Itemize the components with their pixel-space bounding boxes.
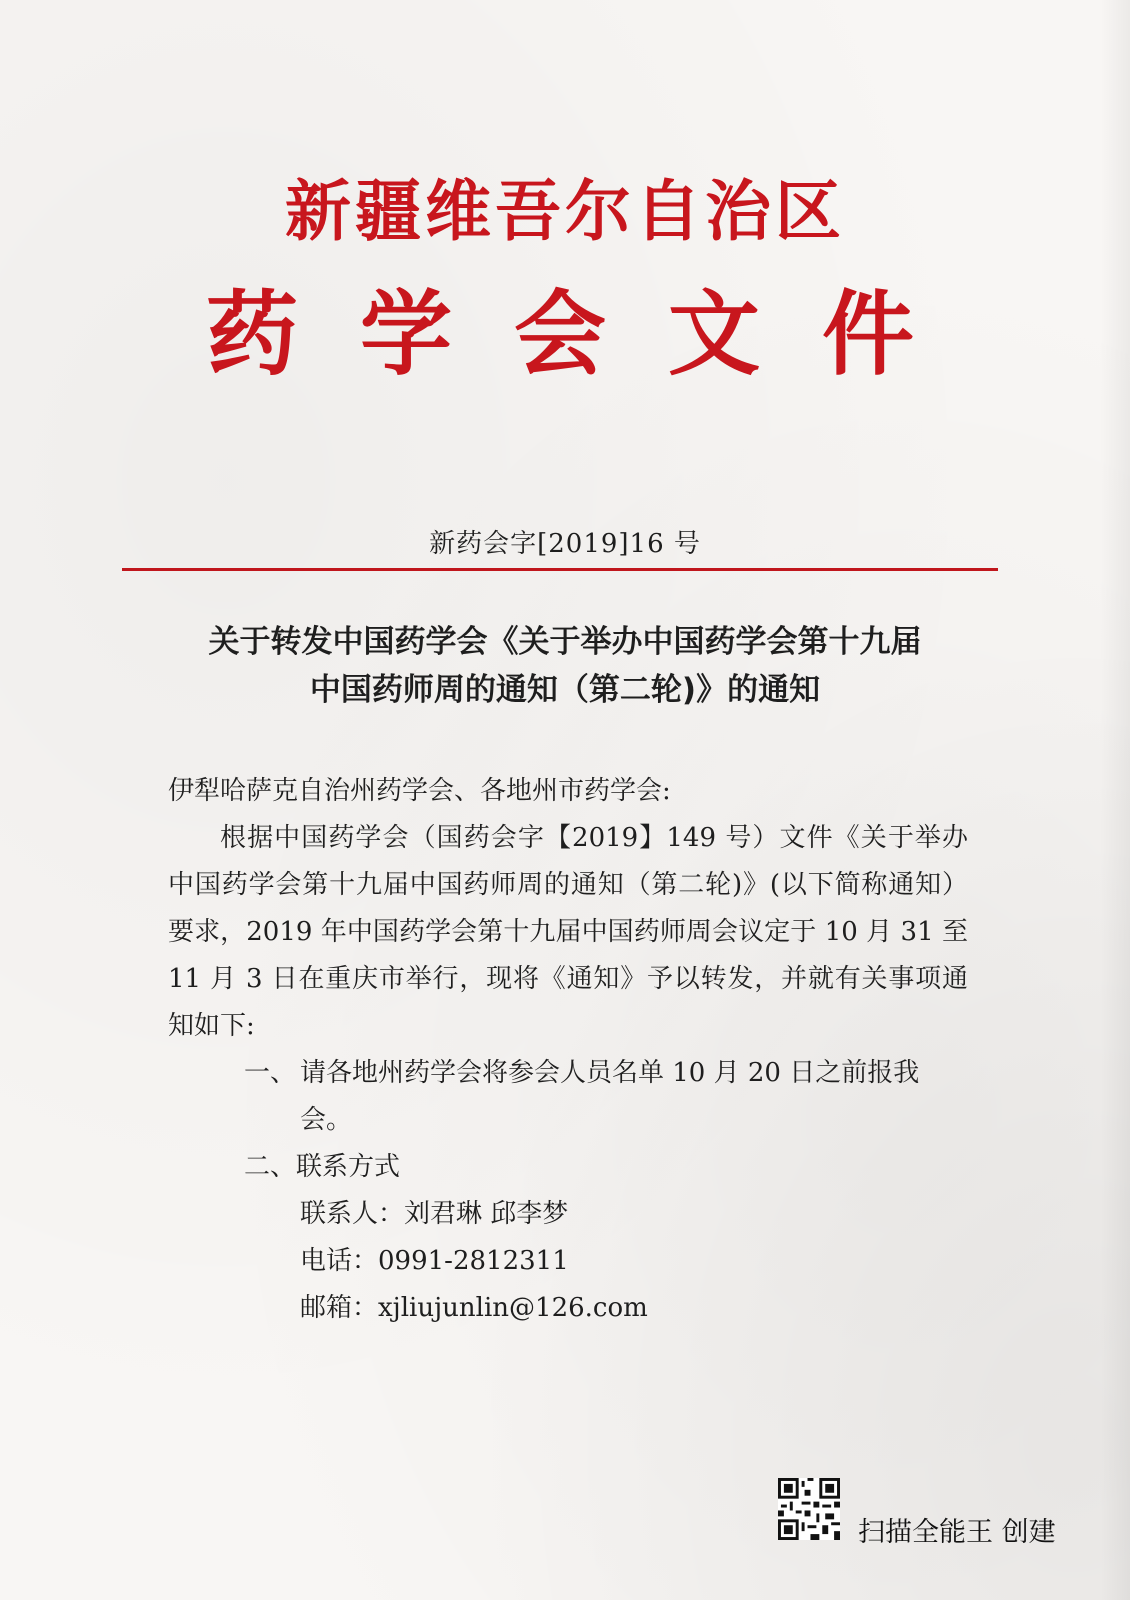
document-title — [0, 618, 1130, 714]
title-line-1: 关于转发中国药学会《关于举办中国药学会第十九届 — [208, 624, 922, 660]
red-divider — [122, 568, 998, 571]
list-item-1-number: 一、 — [244, 1058, 297, 1088]
document-number: 新药会字[2019]16 号 — [429, 529, 701, 559]
list-item-2: 二、联系方式 — [244, 1152, 401, 1182]
list-item-1 — [244, 1050, 968, 1144]
contact-phone: 电话：0991-2812311 — [300, 1246, 569, 1276]
qr-code-icon — [778, 1478, 840, 1540]
title-line-2: 中国药师周的通知（第二轮)》的通知 — [309, 672, 821, 708]
contact-person: 联系人：刘君琳 邱李梦 — [300, 1199, 569, 1229]
contact-email: 邮箱：xjliujunlin@126.com — [300, 1293, 648, 1323]
doc-type-header: 药学会文件 — [205, 280, 976, 388]
org-header: 新疆维吾尔自治区 — [285, 172, 845, 250]
document-body — [168, 768, 968, 1332]
main-paragraph: 根据中国药学会（国药会字【2019】149 号）文件《关于举办中国药学会第十九届中国药师周的通知（第二轮)》(以下简称通知）要求，2019 年中国药学会第十九届中国药师周会议定于 10 月 31 至 11 月 3 日在重庆市举行，现将《通知》予以转发，并就有关事项通知如下: — [168, 823, 968, 1041]
list-item-1-text: 请各地州药学会将参会人员名单 10 月 20 日之前报我会。 — [300, 1058, 920, 1135]
scanner-footer — [778, 1478, 1108, 1548]
scanner-watermark-label: 扫描全能王 创建 — [858, 1517, 1056, 1548]
addressee: 伊犁哈萨克自治州药学会、各地州市药学会: — [168, 776, 671, 806]
